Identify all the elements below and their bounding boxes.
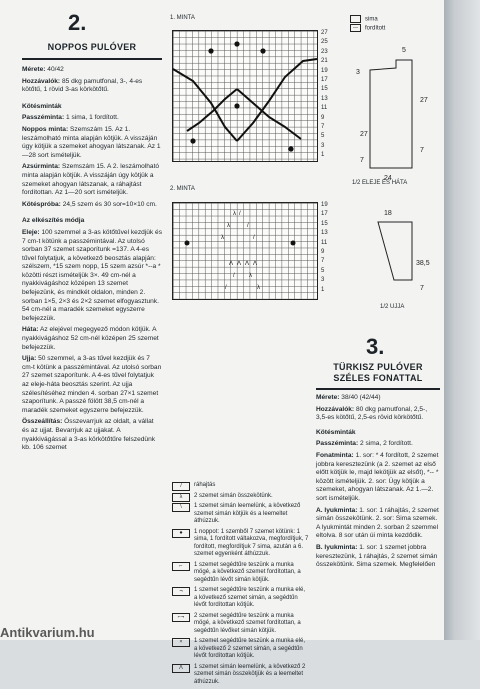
passze-value: 1 sima, 1 fordított. [66,114,119,122]
legend-item: × 1 szemet segédtűre teszünk a munka elé, a következő 2 szemet simán, a segédtűn lévőt fordítottan kötjük. [172,638,310,661]
legend-item: Λ 1 szemet simán leemelünk, a következő 2 szemet simán összekötjük és a leemeltet áthúzzuk. [172,664,310,687]
r-lyukminta-b-label: B. lyukminta: [316,543,358,551]
r-lyukminta-a-value: 1. sor: 1 ráhajtás, 2 szemet simán összekötünk. 2. sor: Sima szemek. A lyukmintát minden 2. sorban 2 szemmel eltolva. 8 sor után úi minta kezdődik. [316,506,439,540]
cross-right-icon: ¬ [172,587,190,596]
chart1-title: 1. MINTA [170,15,195,21]
svg-text:λ: λ [249,273,252,279]
ujja-label: Ujja: [22,355,37,363]
cross-double-icon: ⌐¬ [172,613,190,622]
pattern3-title: TÜRKISZ PULÓVER SZÉLES FONATTAL [333,362,423,383]
eleje-label: Eleje: [22,228,40,236]
svg-text:/: / [233,273,235,279]
svg-text:λ: λ [233,211,236,217]
osszeallitas-value: Összevarrjuk az oldalt, a vállat és az ujjat. Bevarrjuk az ujjakat. A nyakkivágással a 3-as körkötőtűre felszedünk kb. 106 szemet [22,418,156,452]
symbol-key [350,15,385,33]
legend-item: ¬ 1 szemet segédtűre teszünk a munka elé, a következő szemet simán, a segédtűn lévőt fordítottan kötjük. [172,587,310,610]
materials-label: Hozzávalók: [22,77,61,85]
osszeallitas-label: Összeállítás: [22,418,63,426]
chart2-grid [172,202,318,300]
svg-text:λ: λ [221,235,224,241]
legend-item: ⌐¬ 2 szemet segédtűre teszünk a munka mögé, a következő szemet fordítottan, a segédtűn lévőket simán kötjük. [172,613,310,636]
caption-eleje-hata: 1/2 ELEJE ÉS HÁTA [352,180,408,186]
rahajtas-icon: / [172,482,190,491]
ujja-value: 50 szemmel, a 3-as tűvel kezdjük és 7 cm-t kötünk a passzémintával. Az utolsó sorban 27 szemet szaporítunk. A 4-es tűvel folytatjuk az eleje-háta beosztás szerint. Az ujja szélesítéséhez minden 4. sorban 27×1 szemet szaporítunk. A passzé fölött 38,5 cm-nél a maradék szemeket egyszerre befejezzük. [22,355,162,414]
right-text-block [316,394,440,573]
left-text-block [22,66,162,456]
kotesproba-value: 24,5 szem és 30 sor=10×10 cm. [62,200,157,208]
svg-text:Λ: Λ [237,261,242,267]
triple-decrease-icon: Λ [172,664,190,673]
svg-text:5: 5 [402,47,406,54]
r-patterns-heading: Kötésminták [316,428,356,436]
pattern3-number: 3. [366,334,385,359]
size-value: 40/42 [47,66,64,73]
nopp-icon: ● [172,529,190,538]
patterns-heading: Kötésminták [22,102,62,110]
svg-text:27: 27 [360,131,368,138]
athuzas-icon: \ [172,503,190,512]
r-size-value: 38/40 (42/44) [341,394,381,401]
svg-text:Λ: Λ [229,261,234,267]
symbol-legend [172,482,310,689]
chart1-grid [172,30,318,162]
svg-text:/: / [247,223,249,229]
legend-item: λ 2 szemet simán összekötünk. [172,493,310,501]
svg-text:/: / [239,211,241,217]
svg-text:27: 27 [420,97,428,104]
method-heading: Az elkészítés módja [22,217,85,225]
chart1-pattern [173,31,317,161]
legend-item: \ 1 szemet simán leemelünk, a következő szemet simán kötjük és a leemeltet áthúzzuk. [172,503,310,526]
chart2-title: 2. MINTA [170,186,195,192]
size-label: Mérete: [22,66,46,73]
r-fonat-value: 1. sor: * 4 fordított, 2 szemet jobbra keresztezünk (a 2. szemet az első előtt kötjük le, majd lekötjük az elsőt), *-- * között ismételjük. 2. sor: Úgy kötjük a szemeket, ahogyan látszanak. Az 1.—2. sort ismételjük. [316,451,439,502]
svg-text:/: / [253,235,255,241]
hata-value: Az elejével megegyező módon kötjük. A nyakkivágáshoz 52 cm-nél középen 25 szemet befejezzük. [22,326,159,351]
svg-text:18: 18 [384,210,392,217]
legend-item: ⌐ 1 szemet segédtűre teszünk a munka mögé, a következő szemet fordítottan, a segédtűn lévőt simán kötjük. [172,562,310,585]
r-lyukminta-a-label: A. lyukminta: [316,506,358,514]
sima-symbol-icon [350,15,361,23]
svg-text:7: 7 [360,157,364,164]
eleje-value: 100 szemmel a 3-as kötőtűvel kezdjük és 7 cm-t kötünk a passzémintával. Az utolsó sorban 37 szemet szaporítunk =137. A 4-es tűvel folytatjuk, a következő beosztás alapján: szélszem, *15 szem nopp, 15 szem azsúr *--a * közötti részt ismételjük 3×. 49 cm-nél a nyakkivágáshoz középen 13 szemet befejezünk, és mindkét oldalon, minden 2. sorban 1×5, 2×3 és 2×2 szemet elfogyasztunk. 54 cm-nél a maradék szemeket egyszerre befejezzük. [22,228,163,322]
svg-text:λ: λ [227,223,230,229]
r-materials-value: 80 dkg pamutfonal, 2,5-, 3,5-es kötőtű, 2,5-es rövid körkötőtű. [316,405,428,422]
passze-label: Passzéminta: [22,114,65,122]
chart2-pattern [173,203,317,299]
svg-text:3: 3 [356,69,360,76]
nopp-label: Noppos minta: [22,125,69,133]
pattern-number: 2. [68,10,87,35]
materials-value: 85 dkg pamutfonal, 3-, 4-es kötőtű, 1 rövid 3-as körkötőtű. [22,77,143,94]
chart2-row-numbers: 19 17 15 13 11 9 7 5 3 1 [321,202,328,293]
sima-label: sima [365,16,378,23]
azsur-value: Szemszám 15. A 2. leszámolható minta alapján kötjük. A visszáján úgy kötjük a szemeket ahogyan látszanak, a ráhajtást fordítottan. Az 1—20 sort ismételjük. [22,163,160,197]
legend-item: ● 1 noppot: 1 szemből 7 szemet kötünk: 1 sima, 1 fordított váltakozva, megfordítjuk, 7 fordított, megfordítjuk 7 sima, azután a 6. szemet egyenként áthúzzuk. [172,529,310,559]
page-edge [444,0,480,640]
r-lyukminta-b-value: 1. sor: 1 szemet jobbra keresztezünk, 1 ráhajtás, 2 szemet simán összekötünk. Sima szemek. Megfelelően [316,543,438,569]
hata-label: Háta: [22,326,39,334]
nopp-value: Szemszám 15. Az 1. leszámolható minta alapján kötjük. A visszáján úgy kötjük a szemeket ahogyan látszanak. Az 1—28 sort ismételjük. [22,125,161,159]
forditott-symbol-icon: — [350,24,361,32]
r-size-label: Mérete: [316,394,340,401]
r-fonat-label: Fonatminta: [316,451,354,459]
svg-text:Λ: Λ [253,261,258,267]
pattern3-title-rule [316,388,440,390]
caption-ujja: 1/2 UJJA [380,304,405,310]
svg-text:7: 7 [420,147,424,154]
svg-text:λ: λ [257,285,260,291]
legend-item: / ráhajtás [172,482,310,490]
forditott-label: fordított [365,25,386,32]
svg-text:24: 24 [384,175,392,182]
cross-left-icon: ⌐ [172,562,190,571]
r-passze-value: 2 sima, 2 fordított. [360,440,413,448]
watermark: Antikvarium.hu [0,625,95,640]
kotesproba-label: Kötéspróba: [22,200,61,208]
svg-text:38,5: 38,5 [416,260,430,267]
cross-x-icon: × [172,638,190,647]
title-rule [22,58,162,60]
svg-text:/: / [225,285,227,291]
svg-text:Λ: Λ [245,261,250,267]
svg-text:7: 7 [420,285,424,292]
chart1-row-numbers: 27 25 23 21 19 17 15 13 11 9 7 5 3 1 [321,30,328,159]
r-passze-label: Passzéminta: [316,440,359,448]
azsur-label: Azsúrminta: [22,163,61,171]
pattern-title: NOPPOS PULÓVER [47,42,137,52]
osszekotes-icon: λ [172,493,190,502]
r-materials-label: Hozzávalók: [316,405,355,413]
